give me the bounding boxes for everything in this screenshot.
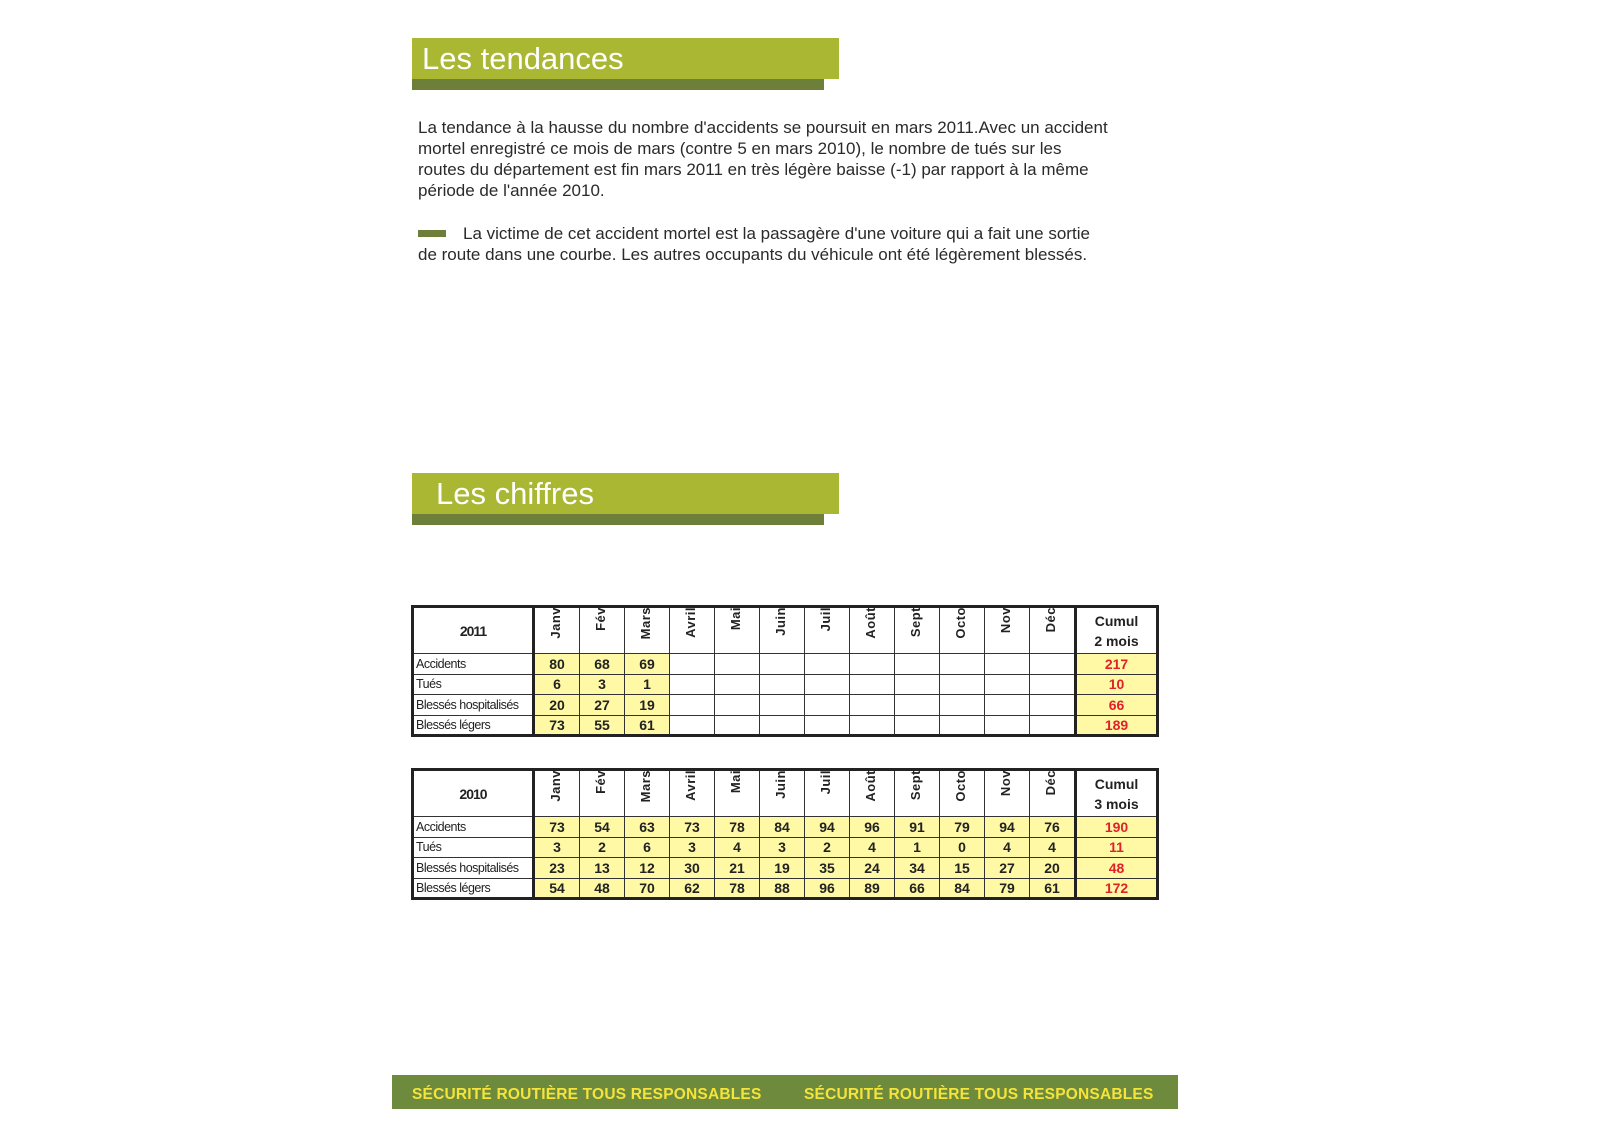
month-label: Avril	[683, 770, 698, 801]
table-cell	[895, 674, 940, 695]
table-cell	[805, 674, 850, 695]
cumul-cell: 11	[1076, 837, 1158, 858]
month-label: Mars	[638, 607, 653, 640]
table-cell	[850, 695, 895, 716]
table-cell	[940, 715, 985, 736]
table-cell: 61	[625, 715, 670, 736]
section-header-chiffres	[412, 473, 839, 527]
month-header	[805, 770, 850, 817]
row-label: Blessés légers	[413, 715, 534, 736]
table-cell: 20	[1030, 858, 1076, 879]
table-cell: 2	[805, 837, 850, 858]
table-row	[413, 715, 1158, 736]
month-label: Sept	[908, 607, 923, 638]
month-label: Sept	[908, 770, 923, 801]
table-cell: 6	[534, 674, 580, 695]
table-cell	[940, 654, 985, 675]
banner-underline	[412, 79, 824, 90]
table-cell: 19	[760, 858, 805, 879]
table-row	[413, 837, 1158, 858]
table-cell	[805, 654, 850, 675]
table-cell: 80	[534, 654, 580, 675]
month-header	[670, 770, 715, 817]
table-cell: 13	[580, 858, 625, 879]
table-cell	[760, 654, 805, 675]
table-cell: 91	[895, 817, 940, 838]
month-label: Juin	[773, 770, 788, 799]
table-cell	[670, 695, 715, 716]
cumul-cell: 48	[1076, 858, 1158, 879]
table-cell	[715, 674, 760, 695]
table-cell: 27	[985, 858, 1030, 879]
table-cell: 73	[534, 817, 580, 838]
month-header	[534, 607, 580, 654]
table-cell: 12	[625, 858, 670, 879]
month-header	[760, 607, 805, 654]
section-header-tendances	[412, 38, 839, 92]
table-cell	[670, 674, 715, 695]
month-label: Avril	[683, 607, 698, 638]
table-cell: 24	[850, 858, 895, 879]
month-label: Déc	[1043, 770, 1058, 796]
table-cell	[805, 695, 850, 716]
row-label: Tués	[413, 837, 534, 858]
table-row	[413, 858, 1158, 879]
cumul-cell: 172	[1076, 878, 1158, 899]
month-header	[850, 770, 895, 817]
table-cell: 3	[760, 837, 805, 858]
month-header	[985, 770, 1030, 817]
month-header	[534, 770, 580, 817]
table-cell	[670, 654, 715, 675]
table-cell	[715, 715, 760, 736]
table-cell	[1030, 654, 1076, 675]
table-header-row	[413, 770, 1158, 817]
month-label: Fév	[593, 770, 608, 794]
footer-banner	[392, 1075, 1178, 1109]
table-cell: 94	[805, 817, 850, 838]
table-cell	[895, 654, 940, 675]
table-row	[413, 654, 1158, 675]
row-label: Blessés hospitalisés	[413, 858, 534, 879]
table-cell	[895, 695, 940, 716]
table-cell	[1030, 674, 1076, 695]
month-header	[670, 607, 715, 654]
table-cell: 23	[534, 858, 580, 879]
table-row	[413, 695, 1158, 716]
cumul-header	[1076, 770, 1158, 817]
cumul-label: Cumul	[1094, 775, 1139, 792]
table-cell: 88	[760, 878, 805, 899]
table-cell: 63	[625, 817, 670, 838]
month-header	[850, 607, 895, 654]
section-title-tendances: Les tendances	[422, 41, 624, 76]
row-label: Accidents	[413, 654, 534, 675]
banner-underline	[412, 514, 824, 525]
month-label: Déc	[1043, 607, 1058, 633]
month-header	[760, 770, 805, 817]
table-cell: 4	[715, 837, 760, 858]
table-cell: 1	[625, 674, 670, 695]
table-cell: 62	[670, 878, 715, 899]
table-cell: 96	[850, 817, 895, 838]
month-label: Janv	[548, 770, 563, 802]
table-cell: 68	[580, 654, 625, 675]
table-cell: 73	[534, 715, 580, 736]
month-label: Août	[863, 607, 878, 639]
table-cell: 20	[534, 695, 580, 716]
month-label: Juil	[818, 770, 833, 795]
table-cell: 79	[940, 817, 985, 838]
month-header	[940, 607, 985, 654]
footer-slogan: SÉCURITÉ ROUTIÈRE TOUS RESPONSABLES	[804, 1086, 1154, 1103]
table-cell: 3	[670, 837, 715, 858]
table-cell: 34	[895, 858, 940, 879]
month-label: Nov	[998, 770, 1013, 797]
table-cell: 89	[850, 878, 895, 899]
table-cell	[850, 654, 895, 675]
tendances-paragraph-1: La tendance à la hausse du nombre d'accidents se poursuit en mars 2011.Avec un accident mortel enregistré ce mois de mars (contre 5 en mars 2010), le nombre de tués sur les routes du département est fin mars 2011 en très légère baisse (-1) par rapport à la même période de l'année 2010.	[418, 118, 1108, 200]
table-cell	[985, 715, 1030, 736]
cumul-cell: 190	[1076, 817, 1158, 838]
table-cell: 19	[625, 695, 670, 716]
table-cell: 27	[580, 695, 625, 716]
table-cell: 94	[985, 817, 1030, 838]
table-cell	[760, 695, 805, 716]
table-year: 2011	[413, 607, 534, 654]
cumul-cell: 10	[1076, 674, 1158, 695]
cumul-cell: 66	[1076, 695, 1158, 716]
table-cell	[850, 674, 895, 695]
table-cell	[670, 715, 715, 736]
table-row	[413, 817, 1158, 838]
table-cell: 4	[1030, 837, 1076, 858]
month-header	[895, 770, 940, 817]
month-header	[805, 607, 850, 654]
table-cell: 61	[1030, 878, 1076, 899]
table-cell: 79	[985, 878, 1030, 899]
month-label: Mai	[728, 607, 743, 631]
month-header	[1030, 770, 1076, 817]
table-cell	[850, 715, 895, 736]
table-cell: 76	[1030, 817, 1076, 838]
tendances-paragraph-2	[418, 223, 1108, 265]
table-cell: 4	[985, 837, 1030, 858]
table-cell: 78	[715, 878, 760, 899]
table-cell: 69	[625, 654, 670, 675]
table-cell	[985, 674, 1030, 695]
table-cell	[715, 695, 760, 716]
month-header	[580, 770, 625, 817]
month-label: Mai	[728, 770, 743, 794]
table-cell: 3	[534, 837, 580, 858]
month-header	[625, 770, 670, 817]
table-cell: 54	[580, 817, 625, 838]
table-cell: 70	[625, 878, 670, 899]
table-cell	[1030, 695, 1076, 716]
row-label: Blessés hospitalisés	[413, 695, 534, 716]
table-row	[413, 878, 1158, 899]
table-cell	[1030, 715, 1076, 736]
table-cell: 96	[805, 878, 850, 899]
stats-table-2011	[411, 605, 1159, 737]
month-label: Juil	[818, 607, 833, 632]
month-header	[715, 607, 760, 654]
table-cell: 48	[580, 878, 625, 899]
table-row	[413, 674, 1158, 695]
cumul-cell: 189	[1076, 715, 1158, 736]
table-cell: 6	[625, 837, 670, 858]
table-cell: 35	[805, 858, 850, 879]
table-cell: 0	[940, 837, 985, 858]
month-header	[985, 607, 1030, 654]
month-header	[895, 607, 940, 654]
section-title-chiffres: Les chiffres	[436, 476, 594, 511]
table-cell: 55	[580, 715, 625, 736]
month-header	[715, 770, 760, 817]
table-cell: 4	[850, 837, 895, 858]
row-label: Tués	[413, 674, 534, 695]
footer-slogan: SÉCURITÉ ROUTIÈRE TOUS RESPONSABLES	[412, 1086, 762, 1103]
table-cell	[985, 654, 1030, 675]
table-cell	[940, 674, 985, 695]
table-cell: 15	[940, 858, 985, 879]
month-header	[580, 607, 625, 654]
table-cell	[895, 715, 940, 736]
table-cell: 2	[580, 837, 625, 858]
table-cell	[760, 715, 805, 736]
table-cell: 1	[895, 837, 940, 858]
table-cell: 84	[760, 817, 805, 838]
cumul-header	[1076, 607, 1158, 654]
cumul-period: 2 mois	[1094, 632, 1139, 649]
row-label: Blessés légers	[413, 878, 534, 899]
table-cell	[715, 654, 760, 675]
month-header	[625, 607, 670, 654]
table-cell: 66	[895, 878, 940, 899]
month-label: Nov	[998, 607, 1013, 634]
table-header-row	[413, 607, 1158, 654]
table-cell	[940, 695, 985, 716]
month-label: Fév	[593, 607, 608, 631]
table-cell: 73	[670, 817, 715, 838]
table-year: 2010	[413, 770, 534, 817]
month-label: Octo	[953, 607, 968, 639]
tendances-paragraph-2-text: La victime de cet accident mortel est la passagère d'une voiture qui a fait une sortie de route dans une courbe. Les autres occupants du véhicule ont été légèrement blessés.	[418, 224, 1090, 264]
month-label: Janv	[548, 607, 563, 639]
table-cell	[760, 674, 805, 695]
cumul-cell: 217	[1076, 654, 1158, 675]
table-cell: 3	[580, 674, 625, 695]
stats-table-2010	[411, 768, 1159, 900]
table-cell	[985, 695, 1030, 716]
table-cell: 54	[534, 878, 580, 899]
month-label: Octo	[953, 770, 968, 802]
month-label: Juin	[773, 607, 788, 636]
cumul-period: 3 mois	[1094, 795, 1139, 812]
month-header	[940, 770, 985, 817]
month-label: Mars	[638, 770, 653, 803]
table-cell: 84	[940, 878, 985, 899]
row-label: Accidents	[413, 817, 534, 838]
table-cell: 78	[715, 817, 760, 838]
month-label: Août	[863, 770, 878, 802]
cumul-label: Cumul	[1094, 612, 1139, 629]
month-header	[1030, 607, 1076, 654]
bullet-bar-icon	[418, 230, 446, 237]
table-cell: 30	[670, 858, 715, 879]
table-cell	[805, 715, 850, 736]
table-cell: 21	[715, 858, 760, 879]
